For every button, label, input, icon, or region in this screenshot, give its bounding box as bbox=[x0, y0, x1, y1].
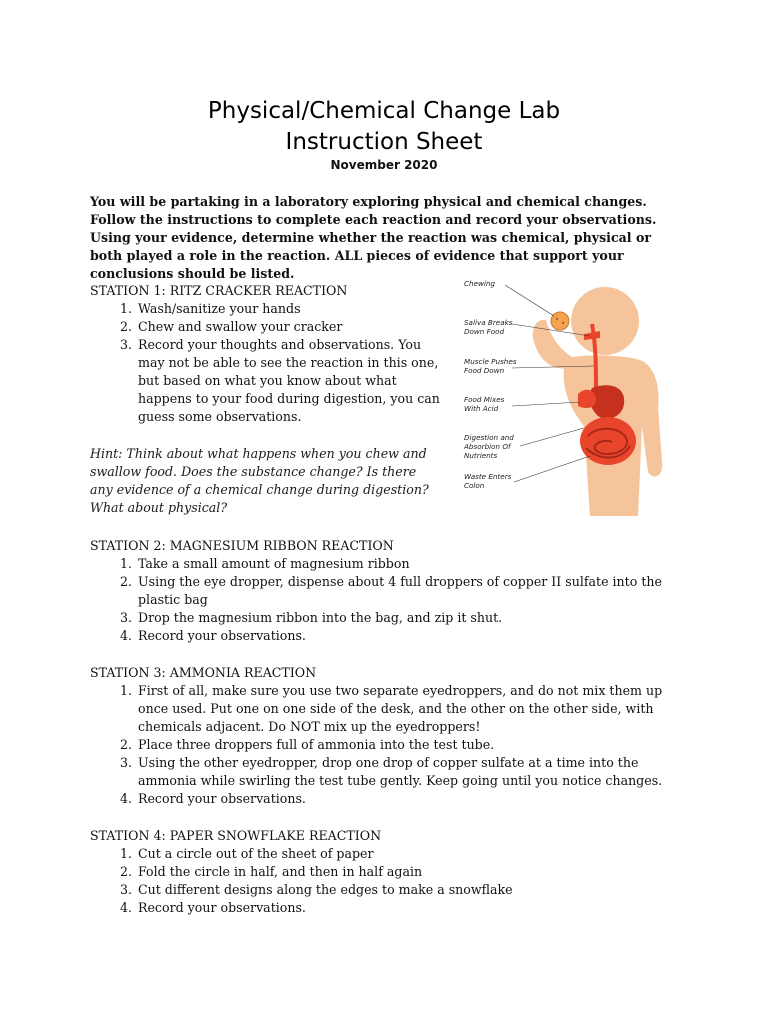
label-acid: Food Mixes bbox=[464, 395, 505, 404]
label-waste: Waste Enters bbox=[464, 472, 512, 481]
step-item: 4. Record your observations. bbox=[136, 627, 680, 645]
step-item: 3. Record your thoughts and observations. You may not be able to see the reaction in this one, but based on what you know about what happens to your food during digestion, you can guess some observations. bbox=[136, 336, 445, 426]
step-item: 3. Using the other eyedropper, drop one drop of copper sulfate at a time into the ammonia while swirling the test tube gently. Keep going until you notice changes. bbox=[136, 754, 680, 790]
cracker-icon bbox=[551, 312, 569, 330]
station-2 bbox=[90, 537, 680, 645]
step-item: 3. Drop the magnesium ribbon into the bag, and zip it shut. bbox=[136, 609, 680, 627]
station-steps bbox=[90, 555, 680, 645]
title-line-2: Instruction Sheet bbox=[285, 129, 483, 155]
label-muscle: Muscle Pushes bbox=[464, 357, 517, 366]
station-4 bbox=[90, 827, 680, 917]
step-item: 1. Take a small amount of magnesium ribbon bbox=[136, 555, 680, 573]
label-muscle-2: Food Down bbox=[464, 366, 505, 375]
label-digestion-3: Nutrients bbox=[464, 451, 498, 460]
label-acid-2: With Acid bbox=[464, 404, 499, 413]
title-line-1: Physical/Chemical Change Lab bbox=[207, 98, 561, 124]
step-item: 2. Using the eye dropper, dispense about 4 full droppers of copper II sulfate into the plastic bag bbox=[136, 573, 680, 609]
station-heading: STATION 2: MAGNESIUM RIBBON REACTION bbox=[90, 538, 394, 553]
step-item: 2. Chew and swallow your cracker bbox=[136, 318, 445, 336]
station-heading: STATION 4: PAPER SNOWFLAKE REACTION bbox=[90, 828, 382, 843]
station-1-hint: Hint: Think about what happens when you chew and swallow food. Does the substance change? Is there any evidence of a chemical change during digestion? What about physical? bbox=[90, 446, 429, 515]
document-title bbox=[0, 96, 768, 158]
station-heading: STATION 3: AMMONIA REACTION bbox=[90, 665, 317, 680]
document-date: November 2020 bbox=[330, 158, 438, 172]
label-digestion: Digestion and bbox=[464, 433, 514, 442]
label-digestion-2: Absorbion Of bbox=[464, 442, 511, 451]
step-item: 2. Fold the circle in half, and then in half again bbox=[136, 863, 680, 881]
label-saliva-2: Down Food bbox=[464, 327, 505, 336]
station-heading: STATION 1: RITZ CRACKER REACTION bbox=[90, 283, 348, 298]
step-item: 3. Cut different designs along the edges to make a snowflake bbox=[136, 881, 680, 899]
label-saliva: Saliva Breaks bbox=[464, 318, 513, 327]
station-3 bbox=[90, 664, 680, 808]
step-item: 1. Wash/sanitize your hands bbox=[136, 300, 445, 318]
step-item: 1. First of all, make sure you use two separate eyedroppers, and do not mix them up once used. Put one on one side of the desk, and the other on the other side, with chemicals adjacent. Do NOT mix up the eyedroppers! bbox=[136, 682, 680, 736]
step-item: 2. Place three droppers full of ammonia into the test tube. bbox=[136, 736, 680, 754]
station-steps bbox=[90, 682, 680, 808]
label-waste-2: Colon bbox=[464, 481, 485, 490]
label-chewing: Chewing bbox=[464, 279, 495, 288]
station-steps bbox=[90, 300, 445, 426]
station-steps bbox=[90, 845, 680, 917]
intro-paragraph: You will be partaking in a laboratory exploring physical and chemical changes. Follow the instructions to complete each reaction and record your observations. Using your evidence, determine whether the reaction was chemical, physical or both played a role in the reaction. ALL pieces of evidence that support your conclusions should be listed. bbox=[90, 194, 657, 281]
station-1 bbox=[90, 282, 445, 426]
digestive-system-diagram bbox=[450, 276, 675, 516]
step-item: 1. Cut a circle out of the sheet of paper bbox=[136, 845, 680, 863]
step-item: 4. Record your observations. bbox=[136, 899, 680, 917]
step-item: 4. Record your observations. bbox=[136, 790, 680, 808]
